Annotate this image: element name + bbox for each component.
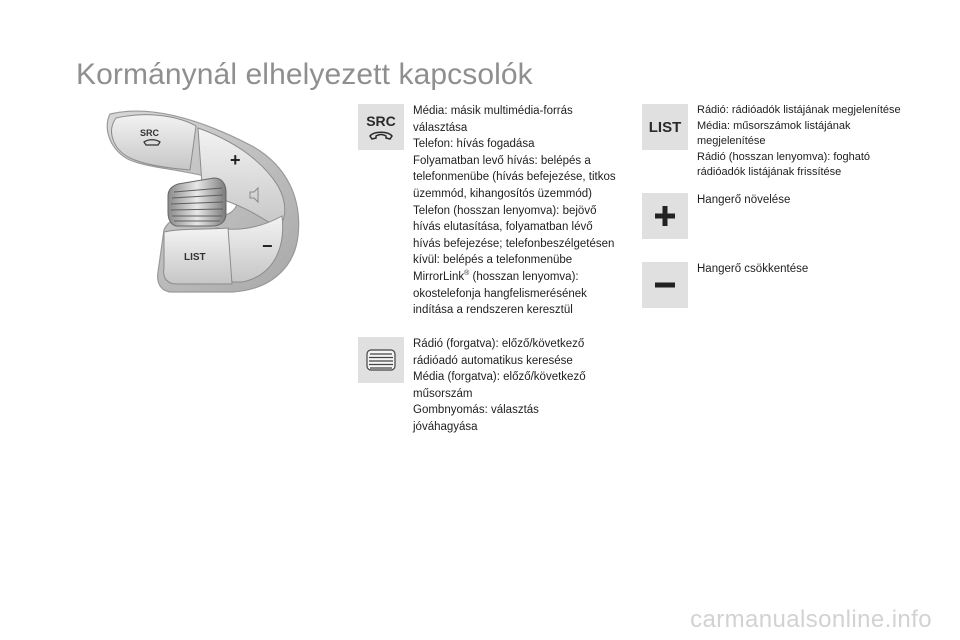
registered-mark: ®	[464, 270, 470, 278]
list-description-line: rádióadók listájának frissítése	[697, 166, 842, 179]
src-description-line: Telefon (hosszan lenyomva): bejövő	[413, 204, 597, 217]
wheel-description-line: műsorszám	[413, 387, 473, 400]
list-description-line: Média: műsorszámok listájának	[697, 119, 851, 132]
volume-down-icon-box	[642, 262, 688, 308]
wheel-description-line: Gombnyomás: választás	[413, 404, 539, 417]
list-description	[697, 103, 901, 181]
src-description-line: hívás elutasítása, folyamatban lévő	[413, 221, 593, 234]
wheel-description-line: Média (forgatva): előző/következő	[413, 371, 586, 384]
minus-icon	[654, 274, 676, 296]
src-button[interactable]	[112, 115, 196, 170]
wheel-description-line: rádióadó automatikus keresése	[413, 354, 573, 367]
plus-icon	[654, 205, 676, 227]
mirrorlink-line	[413, 269, 616, 286]
wheel-icon-box	[358, 337, 404, 383]
volume-down-symbol: −	[262, 236, 273, 256]
list-button-label: LIST	[184, 252, 206, 263]
src-icon-label: SRC	[366, 113, 396, 129]
src-description-line: telefonmenübe (hívás befejezése, titkos	[413, 171, 616, 184]
volume-up-text: Hangerő növelése	[697, 194, 791, 206]
src-description	[413, 103, 616, 319]
src-description-line: Folyamatban levő hívás: belépés a	[413, 154, 591, 167]
list-description-line: Rádió (hosszan lenyomva): fogható	[697, 150, 871, 163]
mirrorlink-name: MirrorLink	[413, 270, 465, 283]
list-icon-box	[642, 104, 688, 150]
phone-handset-icon	[368, 130, 394, 140]
list-icon-label: LIST	[648, 118, 682, 136]
volume-up-symbol: +	[230, 150, 241, 170]
wheel-description	[413, 336, 586, 436]
src-description-line: okostelefonja hangfelismerésének	[413, 287, 587, 300]
scroll-wheel-icon	[366, 349, 396, 371]
list-description-line: megjelenítése	[697, 135, 766, 148]
wheel-description-line: Rádió (forgatva): előző/következő	[413, 338, 585, 350]
src-button-label: SRC	[140, 128, 160, 138]
src-description-line: Média: másik multimédia-forrás	[413, 105, 573, 117]
src-description-line: üzemmód, kihangosítós üzemmód)	[413, 187, 592, 200]
wheel-description-line: jóváhagyása	[413, 420, 478, 433]
src-description-line: Telefon: hívás fogadása	[413, 138, 535, 151]
src-icon-box	[358, 104, 404, 150]
watermark: carmanualsonline.info	[690, 606, 932, 633]
page-title: Kormánynál elhelyezett kapcsolók	[76, 58, 533, 91]
volume-down-description	[697, 261, 808, 278]
volume-up-description	[697, 192, 790, 209]
volume-up-icon-box	[642, 193, 688, 239]
src-description-line: indítása a rendszeren keresztül	[413, 304, 573, 317]
src-description-line: hívás befejezése; telefonbeszélgetésen	[413, 237, 615, 250]
src-description-line: választása	[413, 121, 468, 134]
src-description-line: kívül: belépés a telefonmenübe	[413, 254, 573, 267]
volume-down-text: Hangerő csökkentése	[697, 263, 809, 275]
steering-switch-illustration	[92, 100, 312, 300]
mirrorlink-suffix: (hosszan lenyomva):	[469, 270, 579, 283]
list-description-line: Rádió: rádióadók listájának megjelenítése	[697, 104, 901, 116]
